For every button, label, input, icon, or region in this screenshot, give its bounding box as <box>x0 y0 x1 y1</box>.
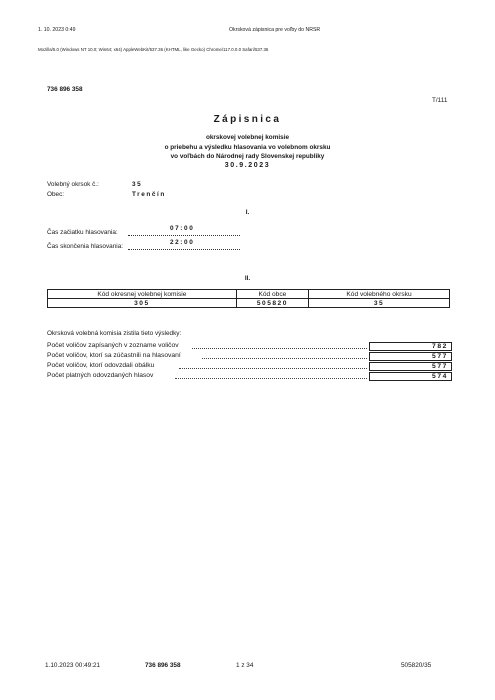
section-2-heading: II. <box>244 275 251 282</box>
form-code: T/111 <box>432 97 448 104</box>
footer-datetime: 1.10.2023 00:49:21 <box>45 662 101 669</box>
header-okresna-komisia: Kód okresnej volebnej komisie <box>48 290 237 299</box>
result-label: Počet voličov zapísaných v zozname voličov <box>47 342 179 349</box>
result-value: 577 <box>369 362 452 371</box>
codes-table <box>47 289 450 308</box>
start-time-value: 07:00 <box>170 225 195 232</box>
okrsok-label: Volebný okrsok č.: <box>47 181 99 188</box>
result-label: Počet voličov, ktorí sa zúčastnili na hlasovaní <box>47 352 181 359</box>
end-time-value: 22:00 <box>170 239 195 246</box>
value-okresna-komisia: 305 <box>48 299 237 308</box>
results-intro: Okrsková volebná komisia zistila tieto výsledky: <box>47 330 182 337</box>
obec-value: Trenčín <box>132 191 166 198</box>
start-time-dots <box>128 235 240 236</box>
value-kod-obce: 505820 <box>236 299 308 308</box>
footer-page-number: 1 z 34 <box>236 662 254 669</box>
subtitle-line-2: o priebehu a výsledku hlasovania vo volebnom okrsku <box>164 144 331 151</box>
result-value: 782 <box>369 342 452 351</box>
section-1-heading: I. <box>245 209 250 216</box>
result-row <box>47 362 452 372</box>
value-kod-okrsku: 35 <box>309 299 450 308</box>
subtitle-line-3: vo voľbách do Národnej rady Slovenskej republiky <box>170 153 325 160</box>
obec-label: Obec: <box>47 191 65 198</box>
print-datetime: 1. 10. 2023 0:49 <box>38 27 76 33</box>
print-user-agent: Mozilla/5.0 (Windows NT 10.0; Win64; x64) AppleWebKit/537.36 (KHTML, like Gecko) Chrome/117.0.0.0 Safari/537.36 <box>38 47 269 52</box>
document-id-number: 736 896 358 <box>47 86 83 93</box>
header-kod-obce: Kód obce <box>236 290 308 299</box>
result-dots <box>175 378 367 379</box>
document-title: Zápisnica <box>213 114 282 125</box>
codes-value-row <box>48 299 450 308</box>
result-value: 574 <box>369 372 452 381</box>
result-dots <box>192 348 367 349</box>
result-dots <box>179 368 367 369</box>
start-time-label: Čas začiatku hlasovania: <box>47 229 118 236</box>
end-time-dots <box>128 249 240 250</box>
result-label: Počet voličov, ktorí odovzdali obálku <box>47 362 155 369</box>
end-time-label: Čas skončenia hlasovania: <box>47 243 124 250</box>
footer-code: 505820/35 <box>401 662 432 669</box>
print-doc-title: Okrsková zápisnica pre voľby do NRSR <box>229 27 321 33</box>
result-row <box>47 352 452 362</box>
codes-header-row <box>48 290 450 299</box>
result-row <box>47 342 452 352</box>
okrsok-value: 35 <box>132 181 143 188</box>
subtitle-line-1: okrskovej volebnej komisie <box>205 134 290 141</box>
result-label: Počet platných odovzdaných hlasov <box>47 372 154 379</box>
election-date: 30.9.2023 <box>224 162 271 169</box>
result-row <box>47 372 452 382</box>
result-dots <box>202 358 367 359</box>
header-kod-okrsku: Kód volebného okrsku <box>309 290 450 299</box>
footer-id-number: 736 896 358 <box>145 662 181 669</box>
result-value: 577 <box>369 352 452 361</box>
